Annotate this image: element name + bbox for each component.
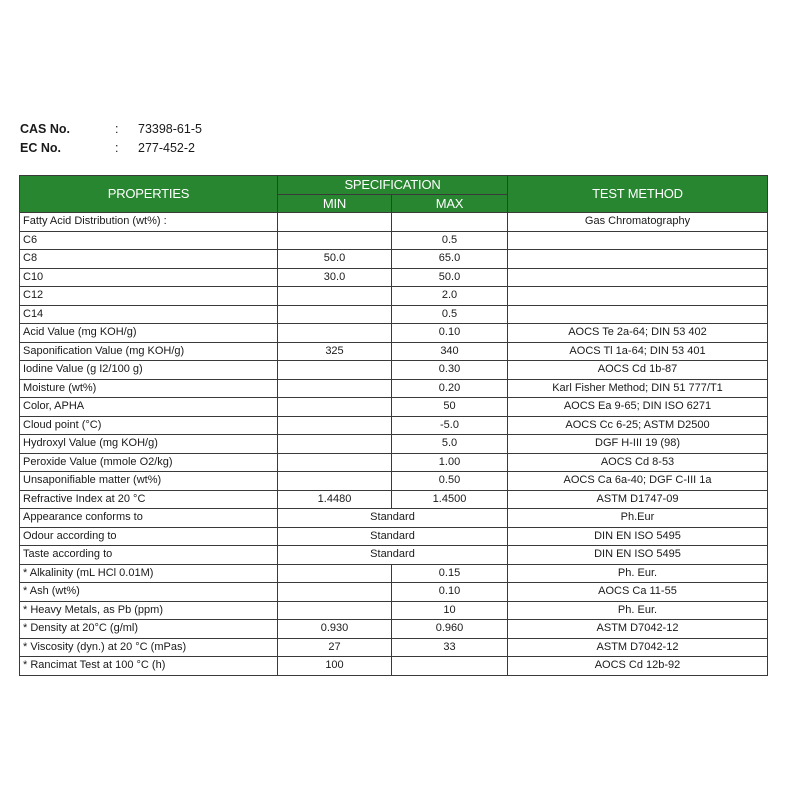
max-cell: 50 <box>392 398 508 417</box>
property-cell: * Alkalinity (mL HCl 0.01M) <box>20 564 278 583</box>
max-cell: 0.10 <box>392 324 508 343</box>
test-method-cell: AOCS Cc 6-25; ASTM D2500 <box>508 416 768 435</box>
ec-row <box>20 139 320 158</box>
test-method-cell: ASTM D1747-09 <box>508 490 768 509</box>
specification-cell: Standard <box>278 509 508 528</box>
cas-row <box>20 120 320 139</box>
property-cell: Unsaponifiable matter (wt%) <box>20 472 278 491</box>
table-row <box>20 620 768 639</box>
min-header: MIN <box>278 194 392 213</box>
property-cell: Cloud point (°C) <box>20 416 278 435</box>
test-method-cell: DIN EN ISO 5495 <box>508 527 768 546</box>
property-cell: * Heavy Metals, as Pb (ppm) <box>20 601 278 620</box>
max-cell: 0.30 <box>392 361 508 380</box>
max-cell: 0.960 <box>392 620 508 639</box>
min-cell: 100 <box>278 657 392 676</box>
table-row <box>20 398 768 417</box>
cas-value: 73398-61-5 <box>138 122 202 136</box>
table-row <box>20 342 768 361</box>
min-cell <box>278 601 392 620</box>
max-cell: 0.10 <box>392 583 508 602</box>
test-method-cell: DGF H-III 19 (98) <box>508 435 768 454</box>
property-cell: Taste according to <box>20 546 278 565</box>
property-cell: * Rancimat Test at 100 °C (h) <box>20 657 278 676</box>
property-cell: C8 <box>20 250 278 269</box>
max-cell: -5.0 <box>392 416 508 435</box>
test-method-cell: Ph. Eur. <box>508 564 768 583</box>
table-row <box>20 435 768 454</box>
test-method-cell: ASTM D7042-12 <box>508 638 768 657</box>
min-cell <box>278 379 392 398</box>
test-method-cell: AOCS Ca 6a-40; DGF C-III 1a <box>508 472 768 491</box>
properties-header: PROPERTIES <box>20 176 278 213</box>
table-row <box>20 250 768 269</box>
table-row <box>20 546 768 565</box>
max-cell: 0.5 <box>392 305 508 324</box>
min-cell: 325 <box>278 342 392 361</box>
property-cell: Moisture (wt%) <box>20 379 278 398</box>
property-cell: C10 <box>20 268 278 287</box>
property-cell: C14 <box>20 305 278 324</box>
test-method-header: TEST METHOD <box>508 176 768 213</box>
min-cell <box>278 564 392 583</box>
table-row <box>20 287 768 306</box>
property-cell: Color, APHA <box>20 398 278 417</box>
test-method-cell <box>508 231 768 250</box>
ec-value: 277-452-2 <box>138 141 195 155</box>
property-cell: Refractive Index at 20 °C <box>20 490 278 509</box>
specification-header: SPECIFICATION <box>278 176 508 195</box>
table-row <box>20 416 768 435</box>
test-method-cell: AOCS Cd 8-53 <box>508 453 768 472</box>
max-cell <box>392 213 508 232</box>
table-row <box>20 564 768 583</box>
test-method-cell: AOCS Ea 9-65; DIN ISO 6271 <box>508 398 768 417</box>
min-cell <box>278 305 392 324</box>
table-row <box>20 657 768 676</box>
table-body <box>20 213 768 676</box>
property-cell: Hydroxyl Value (mg KOH/g) <box>20 435 278 454</box>
property-cell: Odour according to <box>20 527 278 546</box>
max-cell: 0.5 <box>392 231 508 250</box>
test-method-cell <box>508 287 768 306</box>
max-cell: 2.0 <box>392 287 508 306</box>
header-row <box>20 176 768 195</box>
property-cell: * Viscosity (dyn.) at 20 °C (mPas) <box>20 638 278 657</box>
table-row <box>20 379 768 398</box>
min-cell: 0.930 <box>278 620 392 639</box>
table-row <box>20 361 768 380</box>
test-method-cell: ASTM D7042-12 <box>508 620 768 639</box>
property-cell: Appearance conforms to <box>20 509 278 528</box>
specification-cell: Standard <box>278 527 508 546</box>
specification-table <box>19 175 768 676</box>
min-cell: 50.0 <box>278 250 392 269</box>
min-cell <box>278 398 392 417</box>
test-method-cell: Ph.Eur <box>508 509 768 528</box>
min-cell <box>278 361 392 380</box>
property-cell: * Ash (wt%) <box>20 583 278 602</box>
max-cell: 10 <box>392 601 508 620</box>
min-cell <box>278 231 392 250</box>
min-cell <box>278 583 392 602</box>
table-row <box>20 453 768 472</box>
property-cell: Acid Value (mg KOH/g) <box>20 324 278 343</box>
property-cell: C12 <box>20 287 278 306</box>
ec-label: EC No. <box>20 141 61 155</box>
max-cell: 5.0 <box>392 435 508 454</box>
table-row <box>20 601 768 620</box>
min-cell <box>278 213 392 232</box>
property-cell: C6 <box>20 231 278 250</box>
max-cell: 340 <box>392 342 508 361</box>
max-cell: 0.50 <box>392 472 508 491</box>
min-cell: 27 <box>278 638 392 657</box>
min-cell: 1.4480 <box>278 490 392 509</box>
test-method-cell: Ph. Eur. <box>508 601 768 620</box>
max-cell: 50.0 <box>392 268 508 287</box>
min-cell: 30.0 <box>278 268 392 287</box>
test-method-cell: AOCS Cd 12b-92 <box>508 657 768 676</box>
table-row <box>20 268 768 287</box>
table-row <box>20 472 768 491</box>
table-row <box>20 527 768 546</box>
min-cell <box>278 435 392 454</box>
min-cell <box>278 324 392 343</box>
property-cell: * Density at 20°C (g/ml) <box>20 620 278 639</box>
test-method-cell <box>508 268 768 287</box>
table-row <box>20 509 768 528</box>
max-cell: 65.0 <box>392 250 508 269</box>
table-row <box>20 231 768 250</box>
max-cell <box>392 657 508 676</box>
min-cell <box>278 416 392 435</box>
test-method-cell: Karl Fisher Method; DIN 51 777/T1 <box>508 379 768 398</box>
max-cell: 0.15 <box>392 564 508 583</box>
test-method-cell: DIN EN ISO 5495 <box>508 546 768 565</box>
table-row <box>20 324 768 343</box>
min-cell <box>278 472 392 491</box>
property-cell: Saponification Value (mg KOH/g) <box>20 342 278 361</box>
table-row <box>20 583 768 602</box>
specification-cell: Standard <box>278 546 508 565</box>
max-cell: 0.20 <box>392 379 508 398</box>
test-method-cell <box>508 305 768 324</box>
cas-colon: : <box>115 122 119 136</box>
min-cell <box>278 453 392 472</box>
table-row <box>20 490 768 509</box>
cas-label: CAS No. <box>20 122 70 136</box>
table-row <box>20 213 768 232</box>
property-cell: Peroxide Value (mmole O2/kg) <box>20 453 278 472</box>
property-cell: Iodine Value (g I2/100 g) <box>20 361 278 380</box>
max-cell: 1.4500 <box>392 490 508 509</box>
table-row <box>20 305 768 324</box>
test-method-cell: AOCS Ca 11-55 <box>508 583 768 602</box>
max-cell: 1.00 <box>392 453 508 472</box>
test-method-cell <box>508 250 768 269</box>
test-method-cell: AOCS Te 2a-64; DIN 53 402 <box>508 324 768 343</box>
max-cell: 33 <box>392 638 508 657</box>
table-row <box>20 638 768 657</box>
test-method-cell: AOCS Cd 1b-87 <box>508 361 768 380</box>
min-cell <box>278 287 392 306</box>
max-header: MAX <box>392 194 508 213</box>
ec-colon: : <box>115 141 119 155</box>
test-method-cell: Gas Chromatography <box>508 213 768 232</box>
property-cell: Fatty Acid Distribution (wt%) : <box>20 213 278 232</box>
identifiers-block <box>20 120 320 158</box>
test-method-cell: AOCS Tl 1a-64; DIN 53 401 <box>508 342 768 361</box>
